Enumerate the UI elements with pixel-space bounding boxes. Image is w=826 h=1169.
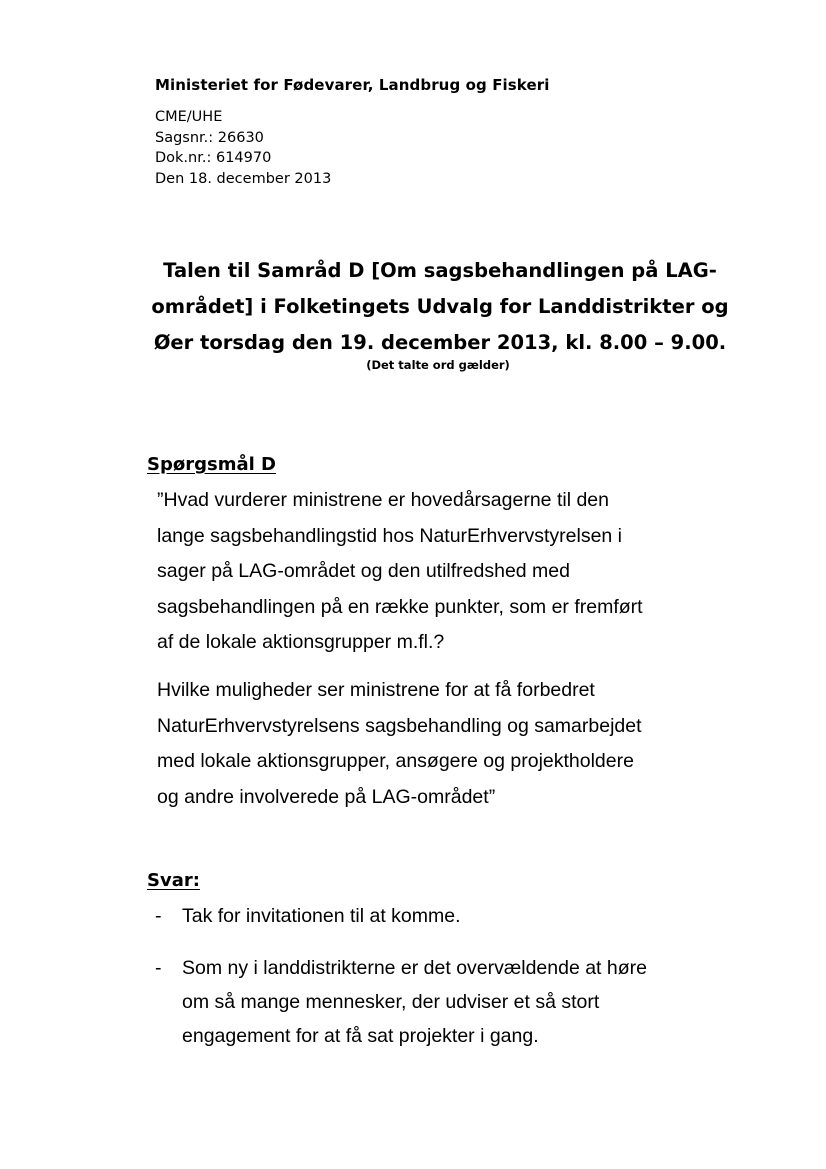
question-heading: Spørgsmål D	[147, 454, 276, 475]
ministry-name: Ministeriet for Fødevarer, Landbrug og Fiskeri	[155, 76, 550, 94]
dash-bullet: -	[155, 957, 162, 979]
question-line: lange sagsbehandlingstid hos NaturErhvervstyrelsen i	[157, 524, 623, 547]
question-line: af de lokale aktionsgrupper m.fl.?	[157, 631, 445, 653]
title-line: Talen til Samråd D [Om sagsbehandlingen på LAG-	[163, 259, 717, 282]
question-paragraph-2	[157, 673, 757, 815]
answer-list	[155, 899, 775, 1053]
question-line: sagsbehandlingen på en række punkter, som er fremført	[157, 595, 643, 618]
answer-line: Som ny i landdistrikterne er det overvældende at høre	[182, 957, 647, 979]
title-line: Øer torsdag den 19. december 2013, kl. 8.00 – 9.00.	[153, 331, 727, 354]
answer-line: engagement for at få sat projekter i gang.	[182, 1025, 539, 1047]
document-meta	[155, 107, 331, 189]
question-line: med lokale aktionsgrupper, ansøgere og projektholdere	[157, 750, 634, 772]
document-date: Den 18. december 2013	[155, 170, 332, 187]
initials: CME/UHE	[155, 109, 223, 125]
title-line: området] i Folketingets Udvalg for Landdistrikter og	[151, 295, 729, 318]
answer-heading: Svar:	[147, 870, 200, 891]
question-line: Hvilke muligheder ser ministrene for at få forbedret	[157, 679, 595, 701]
question-line: sager på LAG-området og den utilfredshed med	[157, 560, 570, 582]
question-line: ”Hvad vurderer ministrene er hovedårsagerne til den	[157, 489, 609, 511]
answer-line: Tak for invitationen til at komme.	[182, 905, 461, 927]
case-number: Sagsnr.: 26630	[155, 129, 264, 146]
speech-subtitle: (Det talte ord gælder)	[366, 358, 510, 372]
dash-bullet: -	[155, 905, 162, 927]
question-paragraph-1	[157, 483, 757, 661]
question-line: NaturErhvervstyrelsens sagsbehandling og samarbejdet	[157, 714, 642, 737]
answer-line: om så mange mennesker, der udviser et så stort	[182, 991, 600, 1013]
answer-item	[155, 899, 775, 933]
document-number: Dok.nr.: 614970	[155, 150, 272, 166]
speech-title	[120, 253, 760, 361]
question-line: og andre involverede på LAG-området”	[157, 785, 496, 808]
answer-item	[155, 951, 775, 1053]
